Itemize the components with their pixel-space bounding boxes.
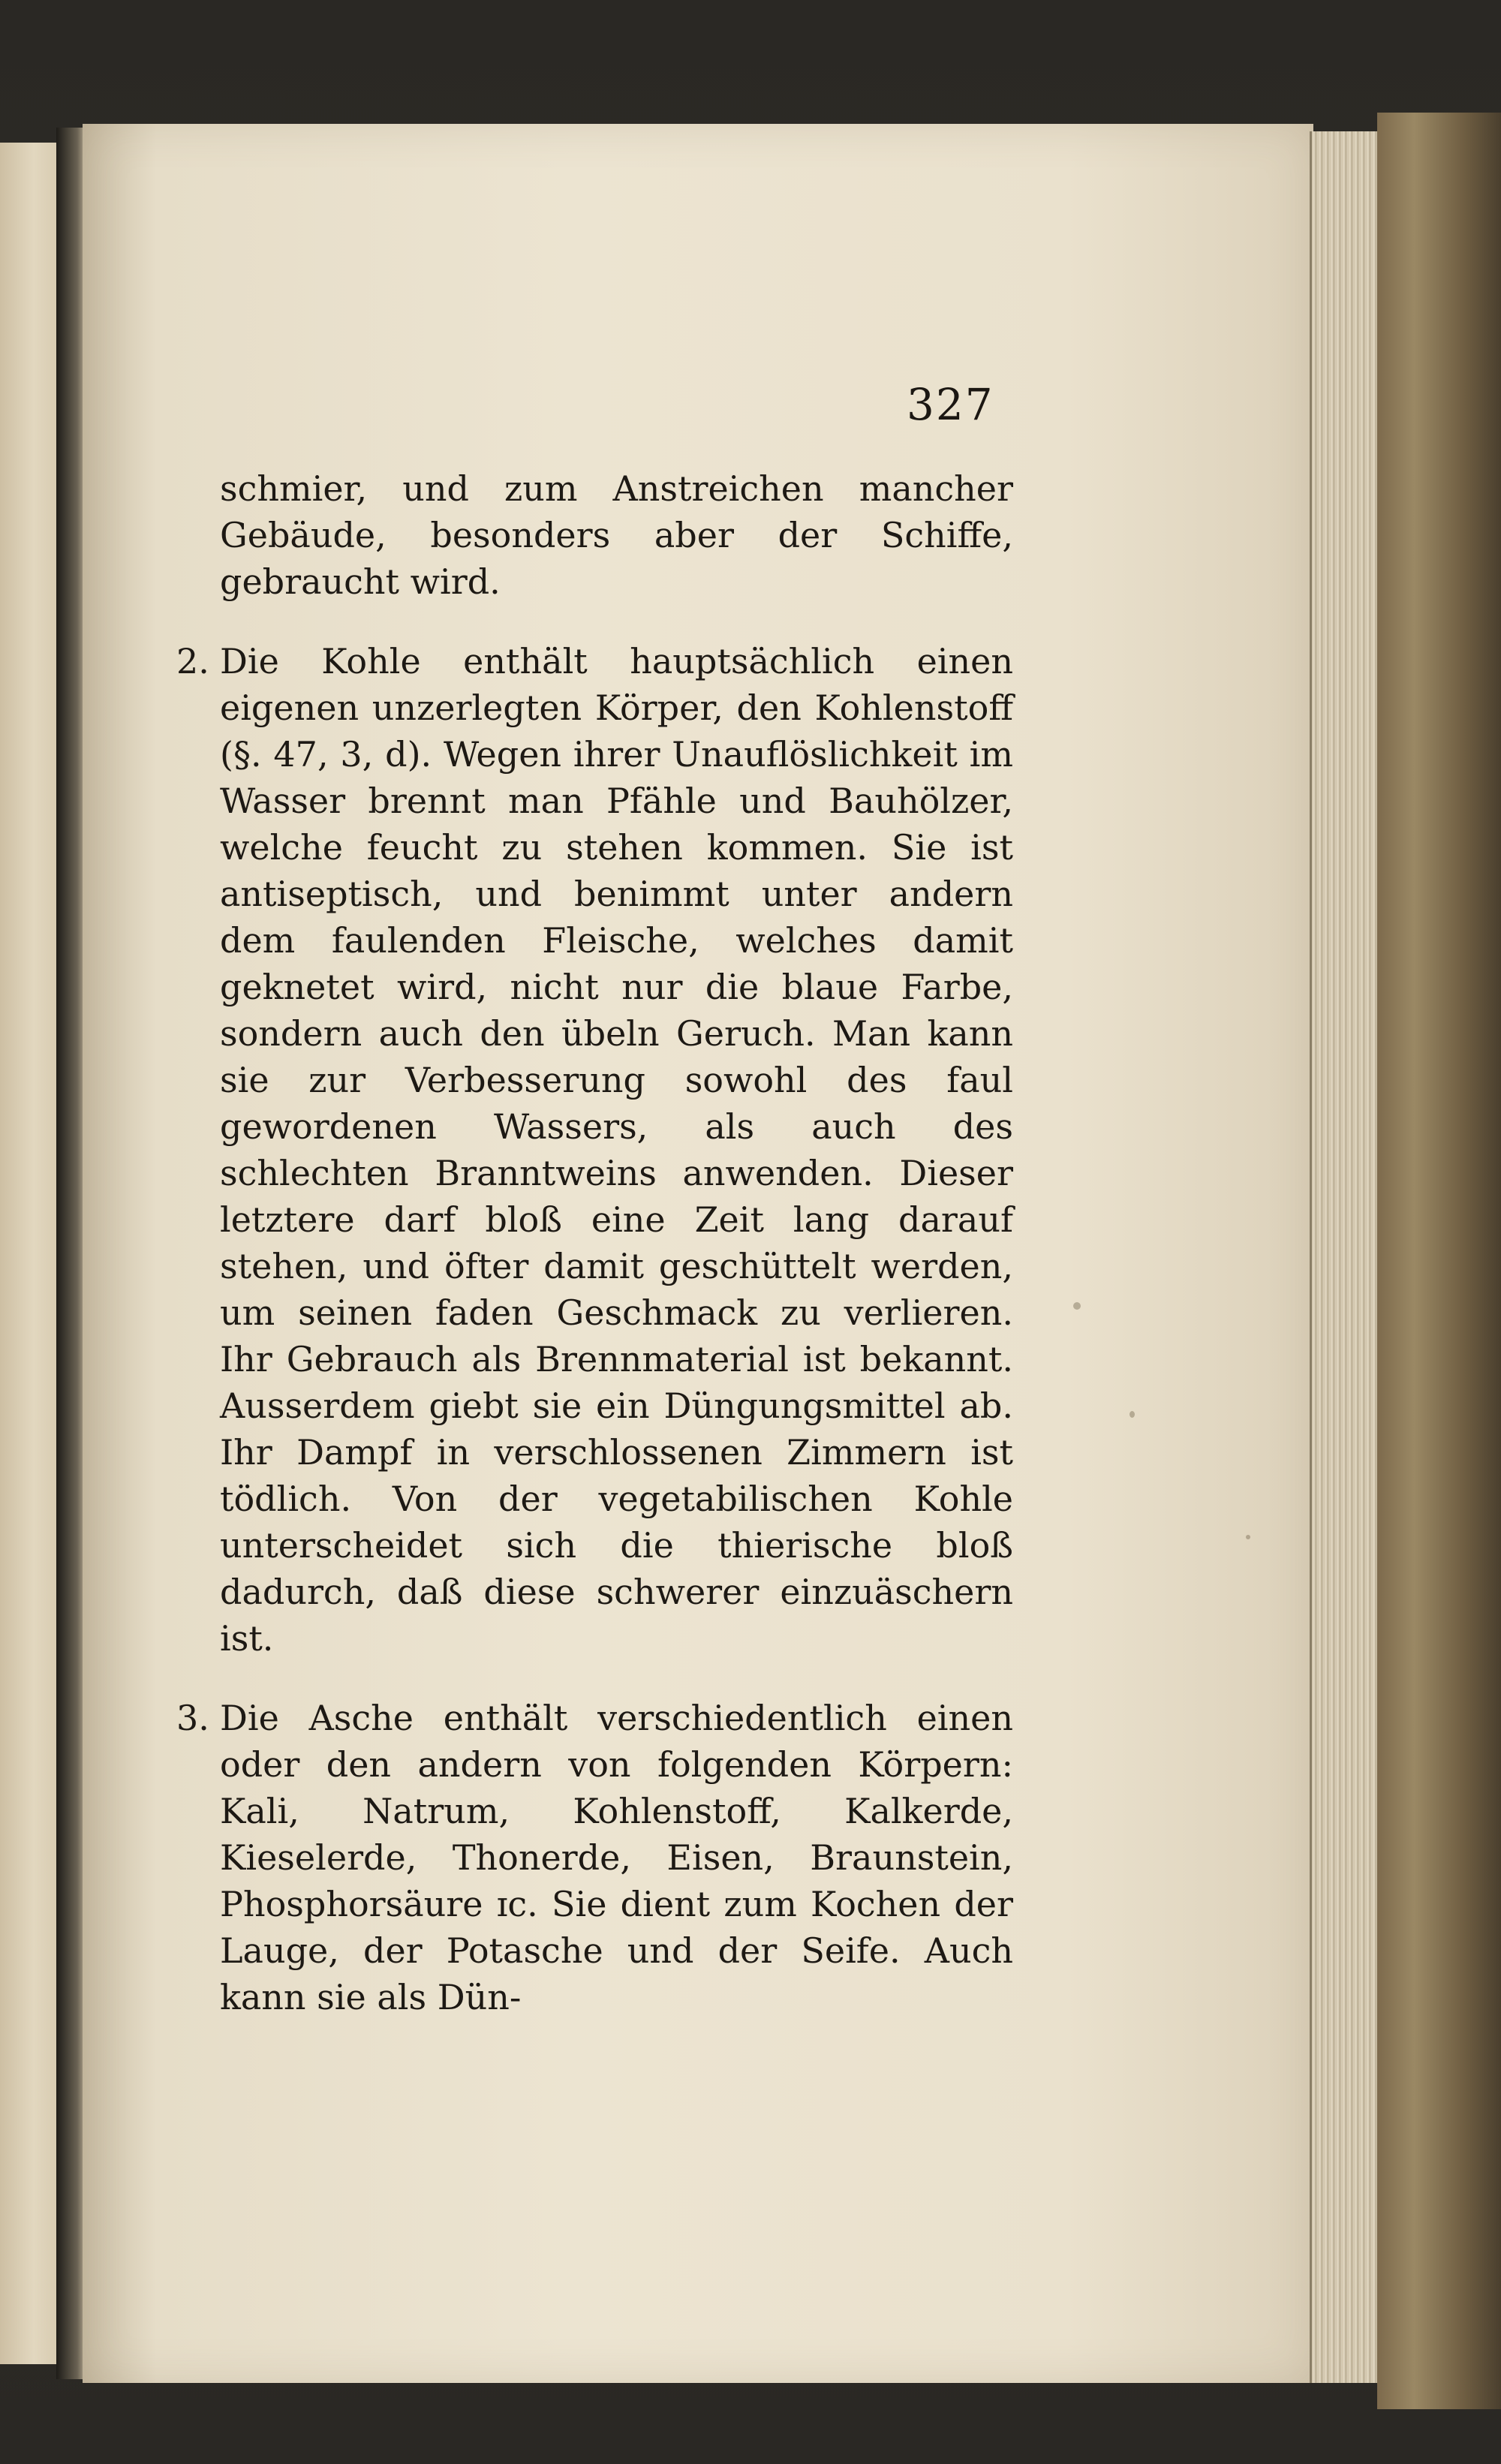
paper-stain (1246, 1535, 1250, 1539)
page-number: 327 (907, 379, 994, 430)
body-text (176, 465, 1013, 2020)
numbered-paragraph (176, 1695, 1013, 2020)
paper-stain (1130, 1411, 1135, 1418)
paragraph-text: Die Asche enthält verschiedentlich einen oder den andern von folgenden Körpern: Kali, Natrum, Kohlenstoff, Kalkerde, Kieselerde, Thonerde, Eisen, Braunstein, Phosphorsäure ɪc. Sie dient zum Kochen der Lauge, der Potasche und der Seife. Auch kann sie als Dün- (220, 1698, 1013, 2017)
numbered-paragraph (176, 638, 1013, 1662)
paragraph-number: 2. (176, 641, 209, 681)
page-stack-edge (1310, 131, 1383, 2383)
book-cover-edge (1377, 113, 1501, 2409)
previous-page-edge (0, 143, 61, 2364)
paper-stain (1073, 1302, 1081, 1310)
book-gutter (56, 128, 86, 2379)
paragraph-text: Die Kohle enthält hauptsächlich einen eigenen unzerlegten Körper, den Kohlenstoff (§. 47, 3, d). Wegen ihrer Unauflöslichkeit im Wasser brennt man Pfähle und Bauhölzer, welche feucht zu stehen kommen. Sie ist antiseptisch, und benimmt unter andern dem faulenden Fleische, welches damit geknetet wird, nicht nur die blaue Farbe, sondern auch den übeln Geruch. Man kann sie zur Verbesserung sowohl des faul gewordenen Wassers, als auch des schlechten Branntweins anwenden. Dieser letztere darf bloß eine Zeit lang darauf stehen, und öfter damit geschüttelt werden, um seinen faden Geschmack zu verlieren. Ihr Gebrauch als Brennmaterial ist bekannt. Ausserdem giebt sie ein Düngungsmittel ab. Ihr Dampf in verschlossenen Zimmern ist tödlich. Von der vegetabilischen Kohle unterscheidet sich die thierische bloß dadurch, daß diese schwerer einzuäschern ist. (220, 641, 1013, 1659)
paragraph-continuation: schmier, und zum Anstreichen mancher Gebäude, besonders aber der Schiffe, gebraucht wird. (220, 468, 1013, 602)
paragraph-number: 3. (176, 1698, 209, 1738)
